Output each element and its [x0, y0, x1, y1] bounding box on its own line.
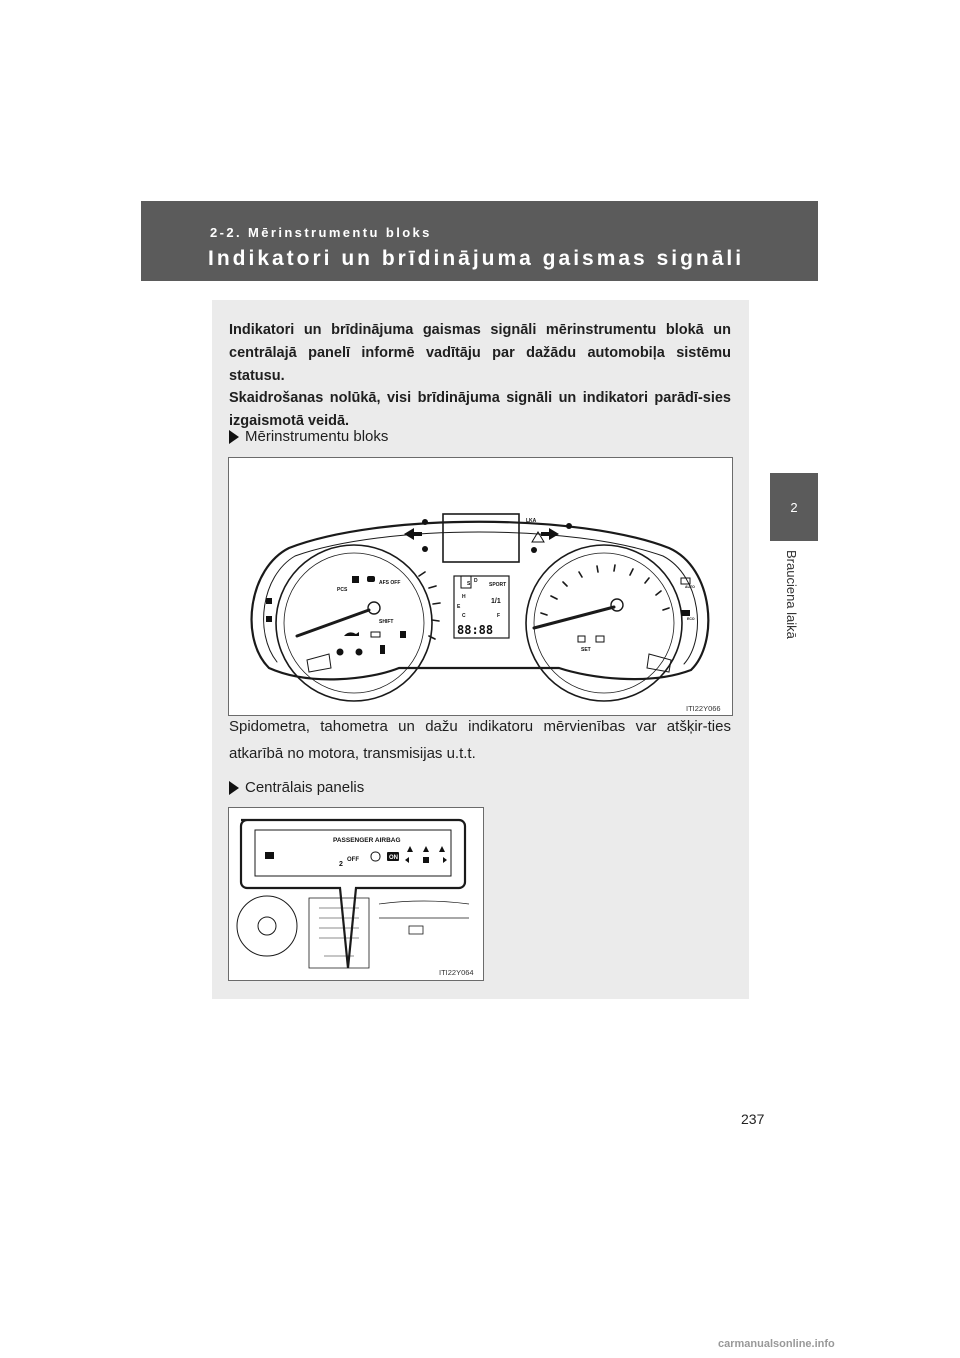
cluster-figure-code: ITI22Y066 [686, 704, 721, 713]
clock-display: 88:88 [457, 623, 494, 637]
page-number: 237 [741, 1111, 765, 1127]
instrument-cluster-illustration [229, 458, 732, 715]
gear-d-label: D [474, 578, 478, 584]
section-label: 2-2. Mērinstrumentu bloks [210, 225, 432, 240]
ratio-label: 1/1 [491, 598, 501, 605]
fuel-empty-label: E [457, 604, 461, 610]
fuel-full-label: F [497, 613, 501, 619]
low-tire-icon [337, 649, 344, 656]
airbag-seat-number: 2 [339, 861, 343, 868]
eco-label: ECO [687, 617, 695, 621]
fuel-icon [400, 631, 406, 638]
content-box [212, 300, 749, 999]
temp-hot-label: H [462, 594, 466, 600]
passenger-airbag-label: PASSENGER AIRBAG [333, 837, 401, 844]
shift-label: SHIFT [379, 619, 394, 625]
vsc-icon [380, 645, 385, 654]
turn-left-arrow-icon [404, 528, 422, 540]
set-label: SET [581, 647, 591, 653]
sport-label: SPORT [489, 582, 507, 588]
gear-s-label: S [467, 581, 471, 587]
turn-right-arrow-icon [541, 528, 559, 540]
temp-cold-label: C [462, 613, 466, 619]
tpws-icon [566, 523, 572, 529]
intro-paragraph-2: Skaidrošanas nolūkā, visi brīdinājuma signāli un indikatori parādī-sies izgaismotā veidā. [229, 390, 731, 429]
bullet-triangle-icon [229, 430, 239, 444]
watermark: carmanualsonline.info [718, 1338, 835, 1350]
seatbelt-icon [352, 576, 359, 583]
airbag-off-label: OFF [347, 857, 359, 863]
header-band [141, 201, 818, 281]
center-panel-heading: Centrālais panelis [229, 779, 364, 796]
epb-icon [596, 636, 604, 642]
afs-off-label: AFS OFF [379, 580, 401, 586]
chapter-tab[interactable] [770, 473, 818, 541]
battery-icon [371, 632, 380, 637]
airbag-icon [266, 598, 272, 604]
security-indicator-icon [265, 852, 274, 859]
oil-icon [344, 632, 359, 636]
auto-label: AUTO [685, 585, 695, 589]
center-panel-figure [228, 807, 484, 981]
page-title: Indikatori un brīdinājuma gaismas signāli [208, 247, 745, 270]
fog-light-icon [422, 546, 428, 552]
intro-paragraph-1: Indikatori un brīdinājuma gaismas signāli mērinstrumentu blokā un centrālajā panelī informē vadītāju par dažādu automobiļa sistēmu statusu. [229, 322, 731, 384]
instrument-cluster-figure [228, 457, 733, 716]
headlight-icon [422, 519, 428, 525]
lka-label: LKA [526, 518, 537, 524]
brake-icon [367, 576, 375, 582]
airbag-on-label: ON [389, 855, 398, 861]
units-note: Spidometra, tahometra un dažu indikatoru mērvienības var atšķir-ties atkarībā no motora, transmisijas u.t.t. [229, 718, 731, 762]
center-panel-illustration [229, 808, 483, 980]
center-figure-code: ITI22Y064 [439, 968, 474, 977]
pcs-label: PCS [337, 587, 348, 593]
eco-indicator-icon [681, 610, 690, 616]
cruise-icon [578, 636, 585, 642]
chapter-label: Brauciena laikā [784, 550, 799, 639]
abs-icon [356, 649, 363, 656]
chapter-number: 2 [790, 499, 798, 515]
bullet-triangle-icon [229, 781, 239, 795]
rear-fog-icon [531, 547, 537, 553]
seat-belt-passenger-icon [266, 616, 272, 622]
cluster-heading: Mērinstrumentu bloks [229, 428, 388, 445]
